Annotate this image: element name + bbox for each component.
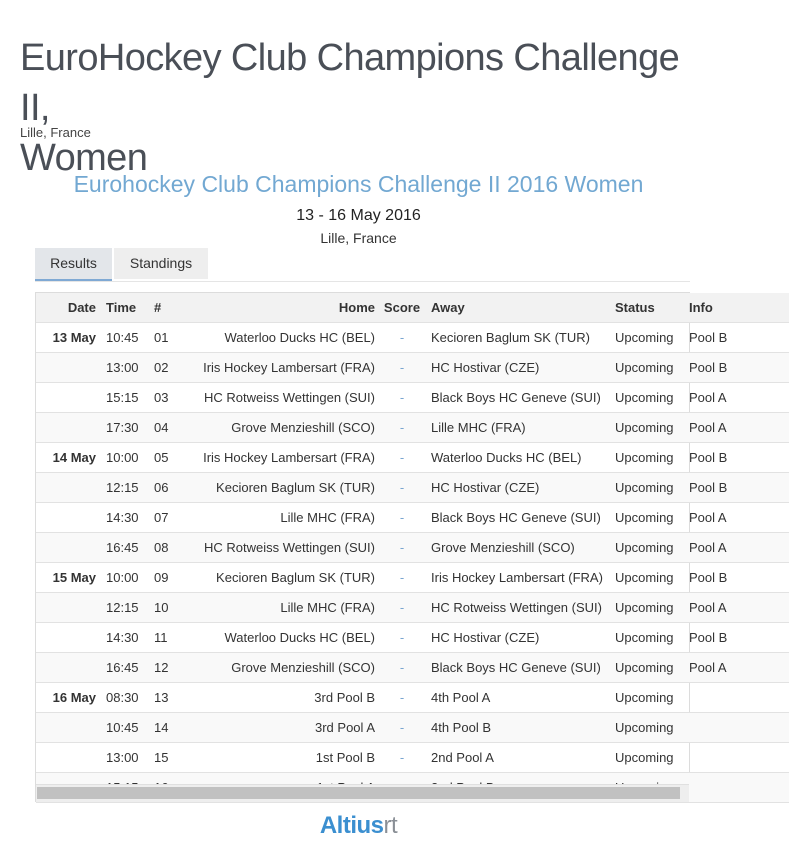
cell-away-team: HC Hostivar (CZE) <box>423 623 607 653</box>
cell-score[interactable]: - <box>381 323 423 353</box>
cell-home-team: 3rd Pool A <box>176 713 381 743</box>
cell-time: 12:15 <box>104 593 150 623</box>
cell-home-team: Grove Menzieshill (SCO) <box>176 413 381 443</box>
cell-date <box>36 353 104 383</box>
cell-status: Upcoming <box>607 533 683 563</box>
cell-date <box>36 533 104 563</box>
cell-info <box>683 713 789 743</box>
cell-number: 11 <box>150 623 176 653</box>
cell-time: 15:15 <box>104 383 150 413</box>
cell-home-team: Waterloo Ducks HC (BEL) <box>176 623 381 653</box>
cell-date <box>36 473 104 503</box>
cell-away-team: 4th Pool B <box>423 713 607 743</box>
cell-number: 07 <box>150 503 176 533</box>
cell-date: 16 May <box>36 683 104 713</box>
cell-info: Pool B <box>683 473 789 503</box>
event-dates: 13 - 16 May 2016 <box>296 207 421 224</box>
cell-time: 10:45 <box>104 323 150 353</box>
cell-time: 10:45 <box>104 713 150 743</box>
cell-score[interactable]: - <box>381 563 423 593</box>
cell-time: 10:00 <box>104 443 150 473</box>
cell-away-team: HC Rotweiss Wettingen (SUI) <box>423 593 607 623</box>
horizontal-scrollbar[interactable] <box>36 784 689 802</box>
cell-score[interactable]: - <box>381 743 423 773</box>
cell-status: Upcoming <box>607 383 683 413</box>
cell-number: 06 <box>150 473 176 503</box>
cell-score[interactable]: - <box>381 653 423 683</box>
cell-status: Upcoming <box>607 683 683 713</box>
cell-time: 10:00 <box>104 563 150 593</box>
cell-status: Upcoming <box>607 323 683 353</box>
cell-home-team: Lille MHC (FRA) <box>176 593 381 623</box>
results-table-body <box>36 323 789 803</box>
tab-results[interactable]: Results <box>35 248 112 281</box>
table-row <box>36 683 789 713</box>
cell-home-team: Waterloo Ducks HC (BEL) <box>176 323 381 353</box>
page-title-line2: Women <box>20 137 148 180</box>
page-title-line1: EuroHockey Club Champions Challenge II, <box>20 37 680 130</box>
logo-part-altius: Altius <box>319 812 384 839</box>
cell-info: Pool B <box>683 443 789 473</box>
cell-score[interactable]: - <box>381 683 423 713</box>
cell-date <box>36 713 104 743</box>
header-number[interactable]: # <box>150 293 176 323</box>
cell-date: 14 May <box>36 443 104 473</box>
cell-time: 13:00 <box>104 353 150 383</box>
results-table-container <box>35 292 728 802</box>
cell-time: 17:30 <box>104 413 150 443</box>
cell-score[interactable]: - <box>381 443 423 473</box>
cell-number: 08 <box>150 533 176 563</box>
logo-part-rt: rt <box>383 812 398 839</box>
cell-info: Pool A <box>683 503 789 533</box>
cell-home-team: Iris Hockey Lambersart (FRA) <box>176 353 381 383</box>
table-row <box>36 623 789 653</box>
cell-home-team: 3rd Pool B <box>176 683 381 713</box>
event-title: Eurohockey Club Champions Challenge II 2016 Women <box>73 171 644 197</box>
cell-score[interactable]: - <box>381 503 423 533</box>
cell-time: 13:00 <box>104 743 150 773</box>
cell-date <box>36 593 104 623</box>
cell-info <box>683 683 789 713</box>
cell-info: Pool A <box>683 593 789 623</box>
cell-number: 04 <box>150 413 176 443</box>
cell-date <box>36 653 104 683</box>
cell-home-team: Kecioren Baglum SK (TUR) <box>176 473 381 503</box>
cell-status: Upcoming <box>607 473 683 503</box>
header-status[interactable]: Status <box>607 293 683 323</box>
table-row <box>36 533 789 563</box>
cell-info: Pool B <box>683 623 789 653</box>
cell-status: Upcoming <box>607 443 683 473</box>
cell-date: 13 May <box>36 323 104 353</box>
cell-away-team: HC Hostivar (CZE) <box>423 353 607 383</box>
tabs-divider <box>35 281 690 282</box>
cell-info: Pool B <box>683 353 789 383</box>
cell-home-team: HC Rotweiss Wettingen (SUI) <box>176 383 381 413</box>
cell-away-team: Waterloo Ducks HC (BEL) <box>423 443 607 473</box>
cell-date <box>36 383 104 413</box>
cell-info <box>683 743 789 773</box>
cell-time: 12:15 <box>104 473 150 503</box>
table-row <box>36 383 789 413</box>
header-info[interactable]: Info <box>683 293 789 323</box>
cell-number: 15 <box>150 743 176 773</box>
table-row <box>36 653 789 683</box>
cell-status: Upcoming <box>607 413 683 443</box>
cell-number: 10 <box>150 593 176 623</box>
cell-status: Upcoming <box>607 563 683 593</box>
cell-number: 12 <box>150 653 176 683</box>
table-row <box>36 353 789 383</box>
cell-time: 16:45 <box>104 653 150 683</box>
cell-number: 05 <box>150 443 176 473</box>
cell-number: 09 <box>150 563 176 593</box>
cell-away-team: HC Hostivar (CZE) <box>423 473 607 503</box>
tab-standings[interactable]: Standings <box>114 248 208 279</box>
header-home[interactable]: Home <box>176 293 381 323</box>
cell-home-team: Lille MHC (FRA) <box>176 503 381 533</box>
cell-score[interactable]: - <box>381 593 423 623</box>
cell-away-team: Grove Menzieshill (SCO) <box>423 533 607 563</box>
cell-info <box>683 773 789 803</box>
cell-number: 01 <box>150 323 176 353</box>
header-date[interactable]: Date <box>36 293 104 323</box>
cell-away-team: 2nd Pool A <box>423 743 607 773</box>
cell-info: Pool A <box>683 533 789 563</box>
table-header-row <box>36 293 789 323</box>
cell-score[interactable]: - <box>381 533 423 563</box>
cell-away-team: Black Boys HC Geneve (SUI) <box>423 653 607 683</box>
header-away[interactable]: Away <box>423 293 607 323</box>
cell-status: Upcoming <box>607 353 683 383</box>
cell-status: Upcoming <box>607 743 683 773</box>
cell-home-team: 1st Pool B <box>176 743 381 773</box>
cell-away-team: Iris Hockey Lambersart (FRA) <box>423 563 607 593</box>
cell-date: 15 May <box>36 563 104 593</box>
table-row <box>36 563 789 593</box>
table-row <box>36 713 789 743</box>
cell-time: 14:30 <box>104 623 150 653</box>
cell-time: 08:30 <box>104 683 150 713</box>
cell-info: Pool A <box>683 383 789 413</box>
cell-score[interactable]: - <box>381 413 423 443</box>
cell-score[interactable]: - <box>381 713 423 743</box>
cell-score[interactable]: - <box>381 623 423 653</box>
cell-away-team: Lille MHC (FRA) <box>423 413 607 443</box>
table-row <box>36 443 789 473</box>
cell-status: Upcoming <box>607 593 683 623</box>
cell-number: 03 <box>150 383 176 413</box>
cell-home-team: Iris Hockey Lambersart (FRA) <box>176 443 381 473</box>
cell-status: Upcoming <box>607 713 683 743</box>
cell-info: Pool B <box>683 563 789 593</box>
cell-date <box>36 743 104 773</box>
altiusrt-logo <box>0 812 717 840</box>
cell-number: 14 <box>150 713 176 743</box>
header-score[interactable]: Score <box>381 293 423 323</box>
cell-score[interactable]: - <box>381 473 423 503</box>
cell-date <box>36 623 104 653</box>
cell-number: 02 <box>150 353 176 383</box>
cell-away-team: 4th Pool A <box>423 683 607 713</box>
location-subtitle: Lille, France <box>20 125 91 140</box>
table-row <box>36 413 789 443</box>
cell-info: Pool A <box>683 413 789 443</box>
cell-date <box>36 503 104 533</box>
cell-info: Pool B <box>683 323 789 353</box>
cell-score[interactable]: - <box>381 353 423 383</box>
table-row <box>36 743 789 773</box>
cell-status: Upcoming <box>607 623 683 653</box>
cell-home-team: Kecioren Baglum SK (TUR) <box>176 563 381 593</box>
table-row <box>36 503 789 533</box>
cell-away-team: Kecioren Baglum SK (TUR) <box>423 323 607 353</box>
cell-status: Upcoming <box>607 503 683 533</box>
table-row <box>36 593 789 623</box>
cell-status: Upcoming <box>607 653 683 683</box>
cell-number: 13 <box>150 683 176 713</box>
cell-away-team: Black Boys HC Geneve (SUI) <box>423 503 607 533</box>
cell-score[interactable]: - <box>381 383 423 413</box>
event-place: Lille, France <box>320 230 397 246</box>
cell-info: Pool A <box>683 653 789 683</box>
cell-home-team: HC Rotweiss Wettingen (SUI) <box>176 533 381 563</box>
cell-away-team: Black Boys HC Geneve (SUI) <box>423 383 607 413</box>
cell-home-team: Grove Menzieshill (SCO) <box>176 653 381 683</box>
table-row <box>36 323 789 353</box>
table-row <box>36 473 789 503</box>
cell-date <box>36 413 104 443</box>
scrollbar-thumb[interactable] <box>37 787 680 799</box>
cell-time: 14:30 <box>104 503 150 533</box>
page-title <box>20 33 710 183</box>
header-time[interactable]: Time <box>104 293 150 323</box>
cell-time: 16:45 <box>104 533 150 563</box>
results-table <box>36 293 789 803</box>
